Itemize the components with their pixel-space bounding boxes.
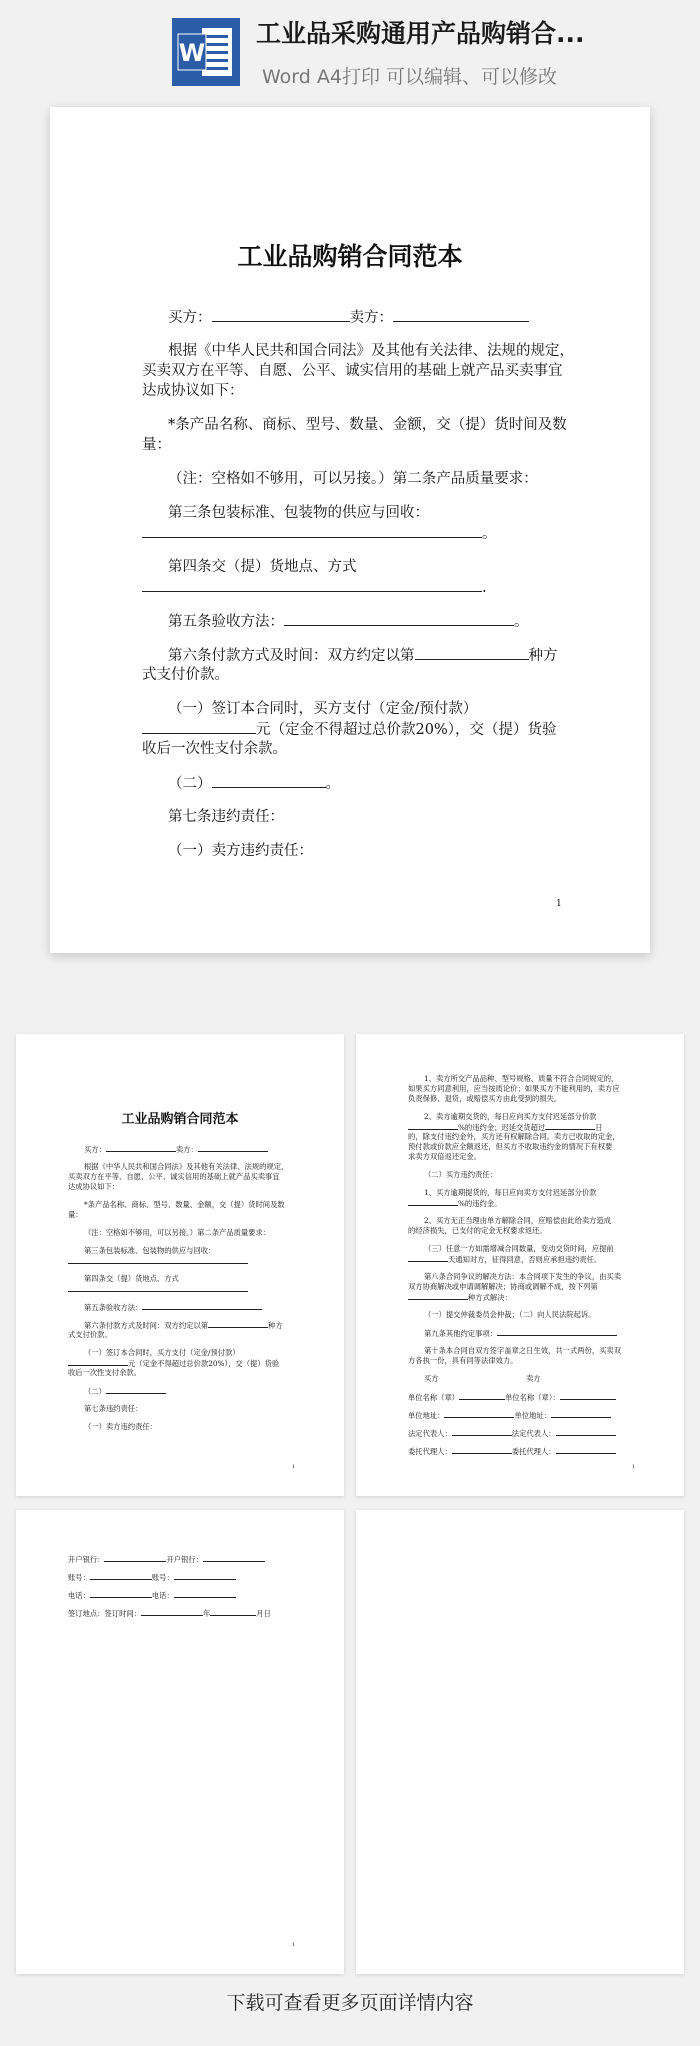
page-number: 1 (556, 899, 562, 909)
article-4: 第四条交（提）货地点、方式 (168, 559, 357, 575)
article-4-blank-line: . (142, 577, 487, 598)
thumbnail-page-1[interactable]: 工业品购销合同范本 买方： 卖方： 根据《中华人民共和国合同法》及其他有关法律、法规的规定， 买卖双方在平等、自愿、公平、诚实信用的基础上就产品买卖事宜 达成协议如下： *条产品名称、商标、型号、数量、金额，交（提）货时间及数 量： （注：空格如不够用，可以另接。）第二条产品质量要求： 第三条包装标准、包装物的供应与回收： 第四条交（提）货地点、方式 第五条验收方法： 第六条付款方式及时间：双方约定以第 种方 式支付价款。 （一）签订本合同时，买方支付（定金/预付款） 元（定金不得超过总价款20%），交（提）货验 收后一次性支付余款。 （二） 第七条违约责任： （一）卖方违约责任： 1 (16, 1034, 344, 1496)
header (0, 0, 700, 100)
article-1a: *条产品名称、商标、型号、数量、金额，交（提）货时间及数 (168, 417, 567, 433)
download-more-text[interactable]: 下载可查看更多页面详情内容 (226, 1992, 474, 2014)
seller-label: 卖方： (349, 310, 393, 326)
article-5-blank (284, 611, 514, 626)
article-6-2-blank (212, 773, 326, 788)
article-6-1a: （一）签订本合同时，买方支付（定金/预付款） (168, 701, 478, 717)
article-6-blank (415, 645, 529, 660)
note-article-2: （注：空格如不够用，可以另接。）第二条产品质量要求： (168, 471, 538, 487)
thumbnail-page-3[interactable]: 开户银行： 开户银行： 账号： 账号： 电话： 电话： 签订地点：签订时间： 年 月日 1 (16, 1510, 344, 1974)
para-1b: 买卖双方在平等、自愿、公平、诚实信用的基础上就产品买卖事宜 (142, 363, 563, 379)
article-5: 第五条验收方法： (168, 614, 284, 630)
para-1a: 根据《中华人民共和国合同法》及其他有关法律、法规的规定， (168, 343, 574, 359)
article-5-line: 第五条验收方法： 。 (168, 611, 529, 632)
article-6b: 式支付价款。 (142, 667, 229, 683)
thumb-contract-title: 工业品购销合同范本 (121, 1112, 239, 1127)
para-1c: 达成协议如下： (142, 383, 244, 399)
page-preview-1 (50, 107, 650, 953)
article-3-blank-line: 。 (142, 523, 497, 544)
article-6-1-blank (142, 719, 256, 734)
contract-title: 工业品购销合同范本 (237, 242, 463, 271)
article-6-1b-line: 元（定金不得超过总价款20%），交（提）货验 (142, 719, 556, 740)
buyer-seller-line (168, 307, 529, 328)
article-6-2-line: （二） 。 (168, 773, 340, 794)
buyer-label: 买方： (168, 310, 212, 326)
document-subtitle: Word A4打印 可以编辑、可以修改 (262, 66, 558, 88)
thumbnail-page-2[interactable]: 1、卖方所交产品品种、型号规格、质量不符合合同规定的， 如果买方同意利用，应当按质论价；如果买方不能利用的，卖方应 负责保修、退货，或赔偿买方由此受到的损失。 2、卖方逾期交货的，每日应向买方支付迟延部分价款 %的违约金；迟延交货超过 日 的，除支付违约金外，买方还有权解除合同。卖方已收取的定金， 预付款或价款应全额返还，但买方不收取违约金的情况下有权要 求卖方双倍返还定金。 （二）买方违约责任： 1、买方逾期提货的，每日应向卖方支付迟延部分价款 %的违约金。 2、买方无正当理由单方解除合同，应赔偿由此给卖方造成 的经济损失，已支付的定金无权要求返还。 （三）任意一方如需增减合同数量，变动交货时间，应提前 天通知对方，征得同意，否则应承担违约责任。 第八条合同争议的解决方法：本合同项下发生的争议，由买卖 双方协商解决或申请调解解决；协商或调解不成，按下列第 种方式解决： （一）提交仲裁委员会仲裁；（二）向人民法院起诉。 第九条其他约定事项： 第十条本合同自双方签字盖章之日生效，共一式两份，买卖双 方各执一份，具有同等法律效力。 买方 卖方 单位名称（章） 单位名称（章）： 单位地址： 单位地址： 法定代表人： 法定代表人： 委托代理人： 委托代理人： 1 (356, 1034, 684, 1496)
article-4-blank (142, 577, 482, 592)
word-document-icon (172, 18, 240, 86)
article-6a-line: 第六条付款方式及时间：双方约定以第 种方 (168, 645, 558, 666)
article-3: 第三条包装标准、包装物的供应与回收： (168, 505, 429, 521)
article-6a: 第六条付款方式及时间：双方约定以第 (168, 648, 415, 664)
article-3-blank (142, 523, 482, 538)
article-7: 第七条违约责任： (168, 809, 284, 825)
seller-blank (393, 307, 529, 322)
article-6-1c: 收后一次性支付余款。 (142, 741, 287, 757)
word-icon-letter: W (178, 39, 206, 67)
thumb-buyer-seller: 买方： 卖方： (84, 1144, 268, 1155)
article-1b: 量： (142, 437, 171, 453)
document-title: 工业品采购通用产品购销合... (256, 19, 585, 48)
article-7-1: （一）卖方违约责任： (168, 843, 313, 859)
thumbnail-page-4[interactable] (356, 1510, 684, 1974)
buyer-blank (212, 307, 350, 322)
